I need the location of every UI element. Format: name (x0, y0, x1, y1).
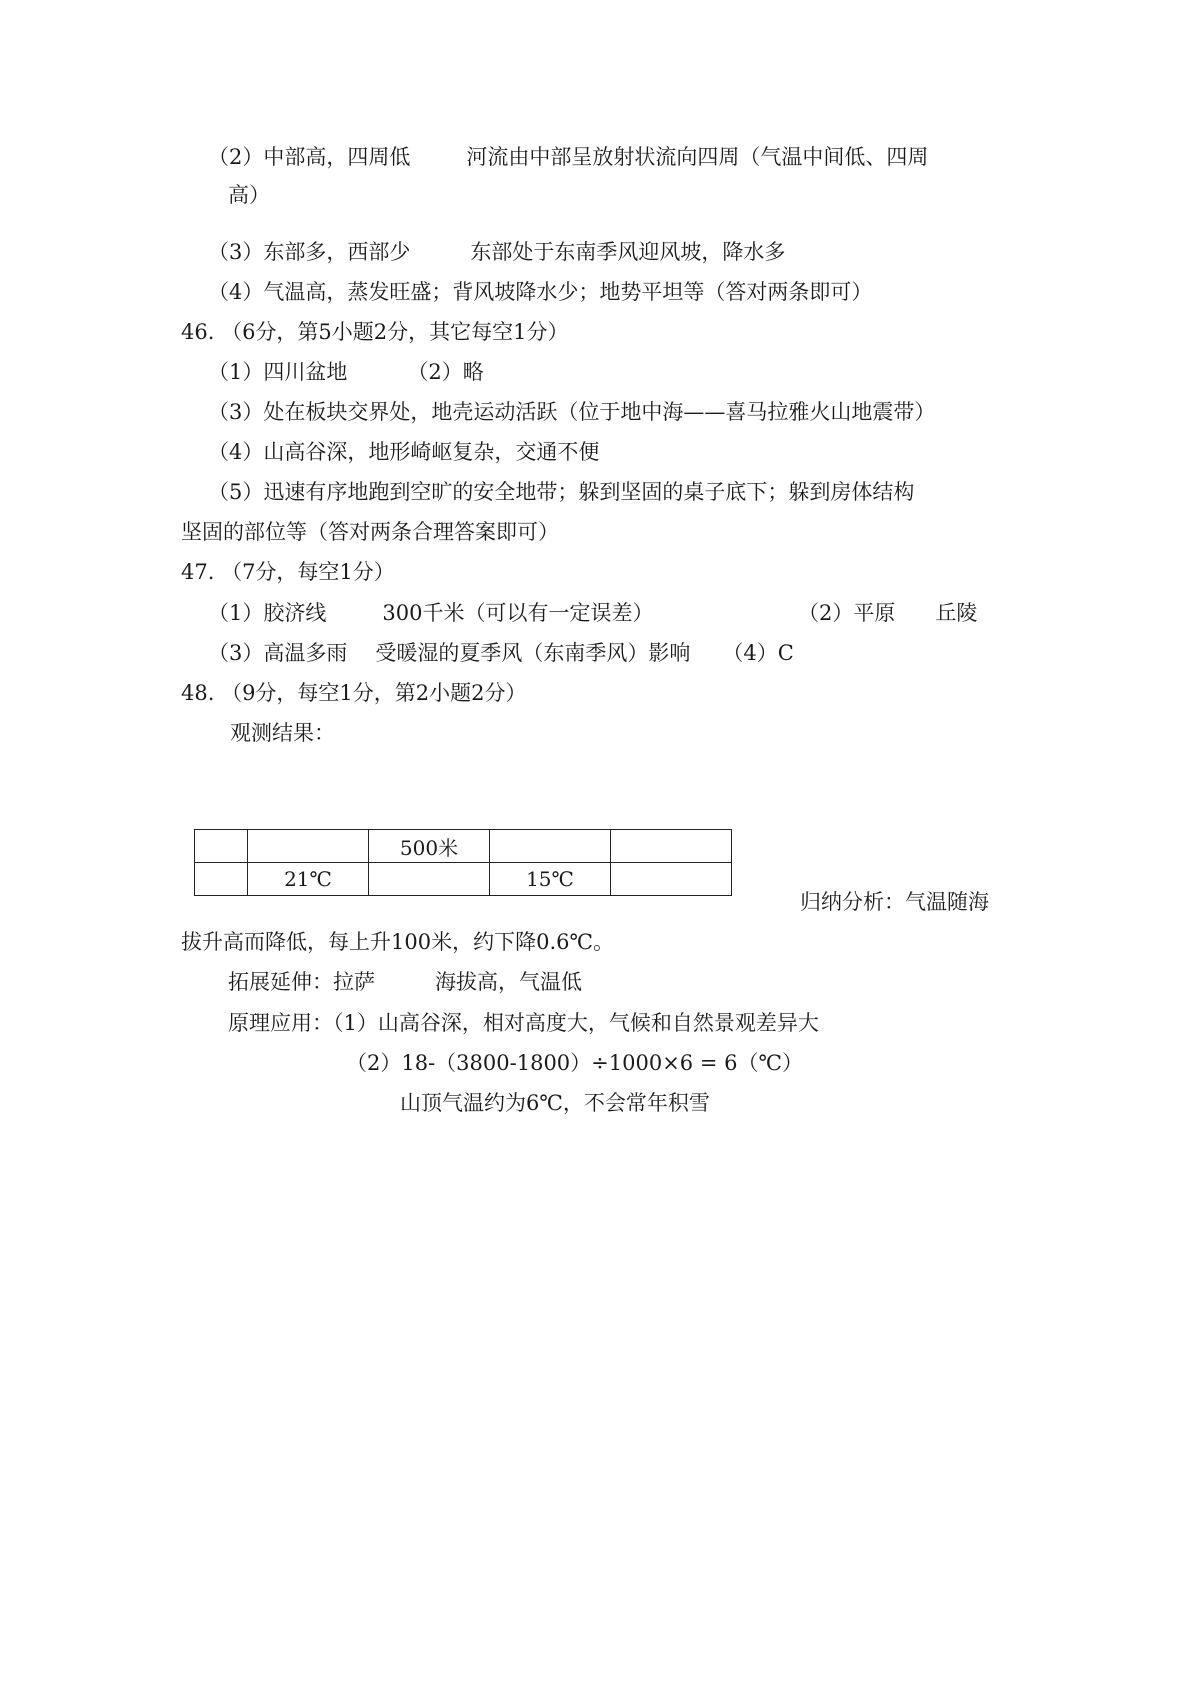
table-row (195, 830, 732, 863)
observation-table (194, 829, 732, 896)
q47-p3-line (208, 639, 794, 667)
table-cell: 500米 (369, 830, 490, 863)
q45-p3-line (208, 238, 785, 266)
q47-p3-answer: （3）高温多雨 (208, 641, 348, 665)
q47-p4: （4）C (722, 641, 794, 665)
q48-header: 48. （9分，每空1分，第2小题2分） (181, 681, 527, 705)
q45-p2-reason: 河流由中部呈放射状流向四周（气温中间低、四周 (466, 145, 929, 169)
q46-p4: （4）山高谷深，地形崎岖复杂，交通不便 (208, 440, 600, 464)
q46-p5-cont: 坚固的部位等（答对两条合理答案即可） (181, 520, 559, 544)
q48-analysis-cont: 拔升高而降低，每上升100米，约下降0.6℃。 (181, 930, 614, 954)
q47-p1-answer: （1）胶济线 (208, 601, 327, 625)
q47-p1-distance: 300千米（可以有一定误差） (382, 601, 654, 625)
table-cell (611, 863, 732, 896)
q48-extension-reason: 海拔高，气温低 (435, 970, 582, 994)
q45-p3-reason: 东部处于东南季风迎风坡，降水多 (470, 240, 786, 264)
q47-p1-line (208, 599, 653, 627)
table-row (195, 863, 732, 896)
q48-apply-3: 山顶气温约为6℃，不会常年积雪 (400, 1091, 710, 1115)
q46-p1-line (208, 358, 484, 386)
table-cell (248, 830, 369, 863)
q48-obs-label: 观测结果： (230, 721, 335, 745)
q45-p4: （4）气温高，蒸发旺盛；背风坡降水少；地势平坦等（答对两条即可） (208, 280, 873, 304)
q45-p2-line (208, 143, 928, 171)
q47-header: 47. （7分，每空1分） (181, 560, 395, 584)
table-cell (490, 830, 611, 863)
table-cell (195, 830, 248, 863)
q47-p3-reason: 受暖湿的夏季风（东南季风）影响 (375, 641, 691, 665)
table-cell (369, 863, 490, 896)
q46-header: 46. （6分，第5小题2分，其它每空1分） (181, 320, 569, 344)
q47-p2-answer: （2）平原 (798, 601, 896, 625)
table-cell: 15℃ (490, 863, 611, 896)
q48-apply-1: 原理应用：（1）山高谷深，相对高度大，气候和自然景观差异大 (228, 1011, 819, 1035)
table-cell (195, 863, 248, 896)
q45-p2-answer: （2）中部高，四周低 (208, 145, 411, 169)
table-cell (611, 830, 732, 863)
q48-apply-2: （2）18-（3800-1800）÷1000×6 = 6（℃） (346, 1051, 803, 1075)
q46-p5: （5）迅速有序地跑到空旷的安全地带；躲到坚固的桌子底下；躲到房体结构 (208, 480, 915, 504)
q45-p2-cont: 高） (228, 183, 270, 207)
q48-analysis: 归纳分析：气温随海 (800, 890, 989, 914)
q48-extension: 拓展延伸：拉萨 (228, 970, 375, 994)
q45-p3-answer: （3）东部多，西部少 (208, 240, 411, 264)
q46-p3: （3）处在板块交界处，地壳运动活跃（位于地中海——喜马拉雅火山地震带） (208, 400, 936, 424)
table-cell: 21℃ (248, 863, 369, 896)
q48-extension-line (228, 968, 582, 996)
q47-p2-line (798, 599, 977, 627)
q47-p2-second: 丘陵 (935, 601, 978, 625)
q46-p1: （1）四川盆地 (208, 360, 348, 384)
q46-p2: （2）略 (407, 360, 484, 384)
